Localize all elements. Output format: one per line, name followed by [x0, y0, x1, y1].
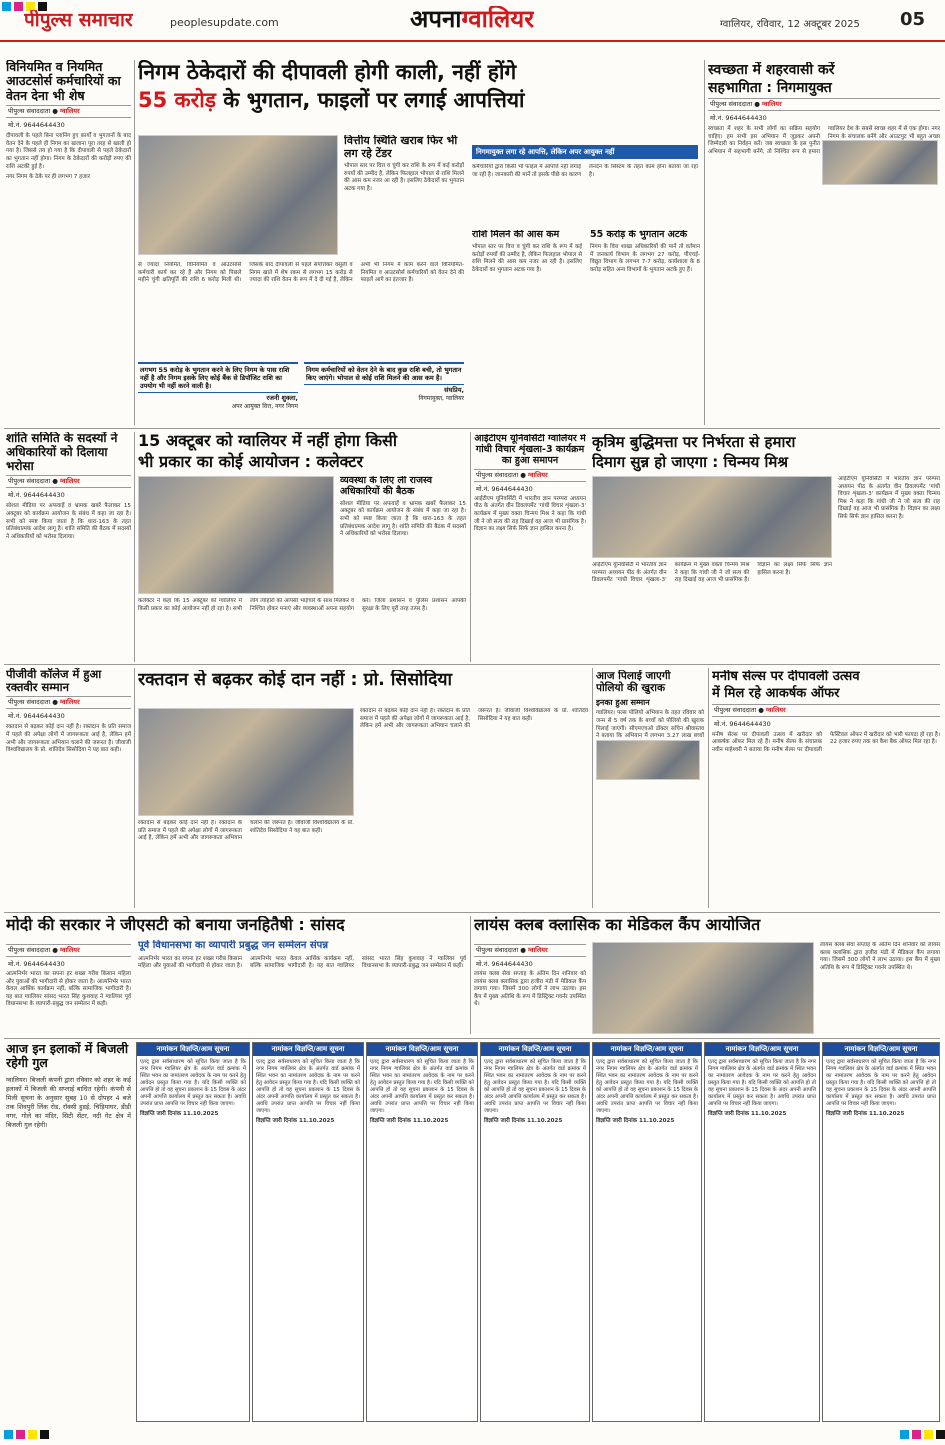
headline: आज इन इलाकों में बिजली रहेगी गुल: [6, 1042, 129, 1071]
mobile: मो.नं. 9644644430: [8, 491, 65, 500]
body: आईटीएम यूनिवर्सिटी में भारतीय ज्ञान परम्परा अध्ययन पीठ के अंतर्गत वीन डिवलपमेंट 'गांधी विचार शृंखला-3' कार्यक्रम में मुख्य वक्ता चिन्मय मिश्र ने कहा कि गांधी जी ने जो सत्य की राह दिखाई वह आज भी प्रासंगिक है। विज्ञान का लक्ष्य सिर्फ सिर्फ ज्ञान हासिल करना है।: [474, 495, 586, 533]
blood-donation-photo: [138, 708, 354, 816]
body: दीपावली के पहले बिना प्लानिंग हुए कार्यों व भुगतानों के बाद वेतन देने के पहले ही निगम का खजाना पूरा तरह से खाली हो गया है। जिससे तय हो गया है कि दीपावली से पहले ठेकेदारों का भुगतान नहीं होगा। निगम के ठेकेदारों की करोड़ों रुपए की राशि अटकी हुई है।: [6, 133, 131, 170]
headline: लायंस क्लब क्लासिक का मेडिकल कैंप आयोजित: [474, 916, 761, 934]
notice-6: [704, 1042, 820, 1422]
notice-head: नामांकन विज्ञप्ति/आम सूचना: [481, 1043, 589, 1056]
column-rule: [134, 432, 135, 662]
story-blood-headline: [138, 670, 588, 700]
headline: आईटीएम यूनिवर्सिटी ग्वालियर में गांधी विचार शृंखला-3 कार्यक्रम का हुआ समापन: [474, 434, 586, 466]
body: आत्मनिर्भर भारत का सपना हर शख्स गरीब किसान महिला और युवाओं की भागीदारी से होकर जाता है। आत्मनिर्भर भारत केवल आर्थिक कार्यक्रम नहीं, बल्कि सामाजिक भागीदारी है। यह बात ग्वालियर सांसद भारत सिंह कुशवाह ने ग्वालियर पूर्व विधानसभा के व्यापारी-प्रबुद्ध जन सम्मेलन में कही।: [6, 971, 131, 1008]
row-rule: [4, 428, 940, 429]
body: ग्वालियर। बिजली कंपनी द्वारा रविवार को शहर के कई इलाकों में बिजली की सप्लाई बाधित रहेगी। कंपनी से मिली सूचना के अनुसार सुबह 10 से दोपहर 4 बजे तक शिवपुरी लिंक रोड, रॉक्सी हुडई, चिड़ियाघर, डीडी नगर, गोले का मंदिर, सिटी सेंटर, नदी गेट क्षेत्र में बिजली गुल रहेगी।: [6, 1075, 131, 1129]
dateline: ग्वालियर, रविवार, 12 अक्टूबर 2025: [720, 19, 860, 30]
quote-by: संघप्रिय,: [444, 386, 464, 394]
headline-line1: कृत्रिम बुद्धिमत्ता पर निर्भरता से हमारा: [592, 434, 796, 451]
story-polio: [596, 670, 704, 908]
color-bar-bottom-left: [4, 1430, 49, 1439]
column-rule: [134, 668, 135, 908]
notice-date: विज्ञप्ति जारी दिनांक 11.10.2025: [596, 1118, 675, 1124]
headline: शांति समिति के सदस्यों ने अधिकारियों को दिलाया भरोसा: [6, 432, 118, 473]
box-rashi: [472, 230, 582, 420]
lead-subhead-text: भोपाल स्तर पर वित्त व चुंगी कर राशि के रूप में कई करोड़ों रुपयों की उम्मीद है, लेकिन फिलहाल भोपाल से राशि मिलने की आस कम नजर आ रही है। इसलिए ठेकेदारों का भुगतान अटक गया है।: [344, 163, 464, 193]
box-head: 55 करोड़ के भुगतान अटके: [590, 230, 687, 240]
subhead-text: सोशल मीडिया पर अफवाहें व भ्रामक खबरें फैलाकर 15 अक्टूबर को कार्यक्रम आयोजन के संबंध में कहा जा रहा है। सभी को स्पष्ट किया जाता है कि धारा-163 के तहत प्रतिबंधात्मक आदेश लागू है। शांति समिति की बैठक में सदस्यों ने अधिकारियों को भरोसा दिलाया।: [340, 500, 466, 538]
body: सोशल मीडिया पर अफवाहें व भ्रामक खबरें फैलाकर 15 अक्टूबर को कार्यक्रम आयोजन के संबंध में कहा जा रहा है। सभी को स्पष्ट किया जाता है कि धारा-163 के तहत प्रतिबंधात्मक आदेश लागू है। शांति समिति की बैठक में सदस्यों ने अधिकारियों को भरोसा दिलाया।: [6, 503, 131, 540]
subhead: व्यवस्था के लिए ली राजस्व अधिकारियों की बैठक: [340, 476, 433, 497]
notice-head: नामांकन विज्ञप्ति/आम सूचना: [823, 1043, 939, 1056]
box-head: राशि मिलने की आस कम: [472, 230, 560, 240]
lead-headline-line2: 55 करोड़ के भुगतान, फाइलों पर लगाई आपत्तियां: [138, 88, 525, 113]
lions-body-col: लायंस क्लब सेवा सप्ताह के अंतिम दिन शनिवार को लायंस क्लब क्लासिक द्वारा हजीरा मंडी में मेडिकल कैंप लगाया गया। जिसमें 300 लोगों ने लाभ उठाया। इस कैंप में मुख्य अतिथि के रूप में डिस्ट्रिक्ट गवर्नर उपस्थित थे।: [820, 942, 940, 971]
body: मनीष सेल्स पर दीपावली उत्सव में खरीदार को आकर्षक ऑफर मिल रहे हैं। मनीष सेल्स के संचालक नवीन माहेश्वरी ने बताया कि मनीष सेल्स पर दीपावली फेस्टिवल ऑफर में खरीदार को भारी फायदा हो रहा है। 22 हजार रुपए तक का कैश बैक ऑफर मिल रहा है।: [712, 731, 940, 754]
headline: मोदी की सरकार ने जीएसटी को बनाया जनहितैषी : सांसद: [6, 916, 345, 934]
meeting-photo: [822, 140, 938, 185]
body: रक्तदान से बढ़कर कोई दान नहीं है। रक्तदान के प्रति समाज में पहले की अपेक्षा लोगों में जागरूकता आई है, लेकिन हमें अभी और जागरूकता अभियान चलाने की जरूरत है। जीवाजी विश्वविद्यालय के प्रो. शांतिदेव सिसोदिया ने यह बात कही।: [6, 724, 131, 754]
column-rule: [470, 432, 471, 662]
column-rule: [470, 916, 471, 1034]
notice-head: नामांकन विज्ञप्ति/आम सूचना: [705, 1043, 819, 1056]
headline-line1: 15 अक्टूबर को ग्वालियर में नहीं होगा किसी: [138, 432, 398, 450]
story-manish: [712, 670, 940, 908]
site-url: peoplesupdate.com: [170, 16, 279, 29]
quote-role: निगमायुक्त, ग्वालियर: [418, 395, 464, 402]
lions-byline-col: [474, 942, 586, 1034]
headline-line1: मनीष सेल्स पर दीपावली उत्सव: [712, 670, 860, 684]
notice-body: एतद् द्वारा सर्वसाधारण को सूचित किया जाता है कि नगर निगम ग्वालियर क्षेत्र के अंतर्गत वार्ड क्रमांक में स्थित भवन का नामांतरण आवेदक के नाम पर करने हेतु आवेदन प्रस्तुत किया गया है। यदि किसी व्यक्ति को आपत्ति हो तो वह सूचना प्रकाशन के 15 दिवस के अंदर अपनी आपत्ति कार्यालय में प्रस्तुत कर सकता है। अवधि उपरांत प्राप्त आपत्ति पर विचार नहीं किया जाएगा।: [708, 1059, 816, 1107]
quote-commissioner: [304, 362, 464, 422]
body-cut: नगर निगम के ठेके पर ही लगभग 7 हजार: [6, 174, 90, 181]
headline-line1: आज पिलाई जाएगी: [596, 670, 671, 682]
blood-body: रक्तदान से बढ़कर कोई दान नहीं है। रक्तदान के प्रति समाज में पहले की अपेक्षा लोगों में जागरूकता आई है, लेकिन हमें अभी और जागरूकता अभियान चलाने की जरूरत है। जीवाजी विश्वविद्यालय के प्रो. शांतिदेव सिसोदिया ने यह बात कही।: [138, 820, 354, 842]
notice-head: नामांकन विज्ञप्ति/आम सूचना: [593, 1043, 701, 1056]
mobile: मो.नं. 9644644430: [8, 960, 65, 968]
nagar-nigam-building-photo: [138, 135, 338, 255]
lead-kicker: निगमायुक्त लगा रहे आपत्ति, लेकिन अपर आयुक्त नहीं: [472, 145, 698, 159]
headline-line2: सहभागिता : निगमायुक्त: [708, 80, 832, 97]
notice-date: विज्ञप्ति जारी दिनांक 11.10.2025: [256, 1118, 335, 1124]
polio-drops-photo: [596, 740, 700, 780]
notice-4: [480, 1042, 590, 1422]
notice-body: एतद् द्वारा सर्वसाधारण को सूचित किया जाता है कि नगर निगम ग्वालियर क्षेत्र के अंतर्गत वार्ड क्रमांक में स्थित भवन का नामांतरण आवेदक के नाम पर करने हेतु आवेदन प्रस्तुत किया गया है। यदि किसी व्यक्ति को आपत्ति हो तो वह सूचना प्रकाशन के 15 दिवस के अंदर अपनी आपत्ति कार्यालय में प्रस्तुत कर सकता है। अवधि उपरांत प्राप्त आपत्ति पर विचार नहीं किया जाएगा।: [826, 1059, 936, 1107]
notice-3: [366, 1042, 478, 1422]
headline-line2: में मिल रहे आकर्षक ऑफर: [712, 685, 840, 701]
byline: पीपुल्स संवाददाता ● ग्वालियर: [6, 944, 131, 957]
gst-byline-col: [6, 942, 131, 1034]
byline: पीपुल्स संवाददाता ● ग्वालियर: [474, 944, 586, 957]
notice-date: विज्ञप्ति जारी दिनांक 11.10.2025: [140, 1111, 219, 1117]
story-shanti: [6, 432, 131, 662]
row-rule: [4, 912, 940, 913]
itm-event-photo: [592, 476, 832, 558]
column-rule: [592, 668, 593, 908]
notice-body: एतद् द्वारा सर्वसाधारण को सूचित किया जाता है कि नगर निगम ग्वालियर क्षेत्र के अंतर्गत वार्ड क्रमांक में स्थित भवन का नामांतरण आवेदक के नाम पर करने हेतु आवेदन प्रस्तुत किया गया है। यदि किसी व्यक्ति को आपत्ति हो तो वह सूचना प्रकाशन के 15 दिवस के अंदर अपनी आपत्ति कार्यालय में प्रस्तुत कर सकता है। अवधि उपरांत प्राप्त आपत्ति पर विचार नहीं किया जाएगा।: [140, 1059, 246, 1107]
collector-meeting-photo: [138, 476, 334, 594]
subhead: इनका हुआ सम्मान: [596, 698, 650, 708]
masthead: [0, 0, 945, 42]
headline-line1: स्वच्छता में शहरवासी करें: [708, 62, 835, 78]
byline: पीपुल्स संवाददाता ● ग्वालियर: [6, 475, 131, 488]
row-rule: [4, 1038, 940, 1039]
brand-logo: पीपुल्स समाचार: [24, 10, 133, 31]
box-text: भोपाल स्तर पर वित्त व चुंगी कर राशि के रूप में कई करोड़ों रुपयों की उम्मीद है, लेकिन फिलहाल भोपाल से राशि मिलने की आस कम नजर आ रही है। इसलिए ठेकेदारों का भुगतान अटक गया है।: [472, 243, 582, 273]
headline-line2: दिमाग सुन्न हो जाएगा : चिन्मय मिश्र: [592, 453, 788, 472]
mobile: मो.नं. 9644644430: [476, 960, 533, 968]
notice-5: [592, 1042, 702, 1422]
notice-body: एतद् द्वारा सर्वसाधारण को सूचित किया जाता है कि नगर निगम ग्वालियर क्षेत्र के अंतर्गत वार्ड क्रमांक में स्थित भवन का नामांतरण आवेदक के नाम पर करने हेतु आवेदन प्रस्तुत किया गया है। यदि किसी व्यक्ति को आपत्ति हो तो वह सूचना प्रकाशन के 15 दिवस के अंदर अपनी आपत्ति कार्यालय में प्रस्तुत कर सकता है। अवधि उपरांत प्राप्त आपत्ति पर विचार नहीं किया जाएगा।: [596, 1059, 698, 1114]
notice-head: नामांकन विज्ञप्ति/आम सूचना: [367, 1043, 477, 1056]
quote-text: निगम कर्मचारियों को वेतन देने के बाद कुछ राशि बची, तो भुगतान किए जाएंगे। भोपाल से कोई राशि मिलने की आस कम है।: [304, 362, 464, 385]
body: लायंस क्लब सेवा सप्ताह के अंतिम दिन शनिवार को लायंस क्लब क्लासिक द्वारा हजीरा मंडी में मेडिकल कैंप लगाया गया। जिसमें 300 लोगों ने लाभ उठाया। इस कैंप में मुख्य अतिथि के रूप में डिस्ट्रिक्ट गवर्नर उपस्थित थे।: [474, 971, 586, 1008]
mobile: मो.नं. 9644644430: [8, 712, 65, 721]
collector-body: कलेक्टर ने कहा कि 15 अक्टूबर को ग्वालियर में किसी प्रकार का कोई आयोजन नहीं हो रहा है। सभी लोग त्योहारों को आपसी भाईचारे के साथ मिलकर व निश्चित होकर मनाएं और व्यवस्थाओं अपना सहयोग करें। जिला प्रशासन व पुलिस प्रशासन आपकी सुरक्षा के लिए पूरी तरह तत्पर है।: [138, 598, 466, 612]
body: स्वच्छता में शहर के सभी लोगों का सक्रिय सहयोग चाहिए। हम सभी इस अभियान में जुड़कर अपनी जिम्मेदारी का निर्वहन करें। जब स्वच्छता के इस पुनीत अभियान में सहभागी बनेंगे, तो निश्चित रूप से हमारा ग्वालियर देश के सबसे स्वच्छ शहर में से एक होगा। नगर निगम के संचालक बनेंगे और आउटपुट भी बहुत अच्छा: [708, 126, 940, 155]
column-rule: [134, 60, 135, 425]
box-text: निगम के वित्त शाखा अधिकारियों की मानें तो वर्तमान में जनकार्य विभाग के लगभग 27 करोड़, पीएचई-विद्युत विभाग के लगभग 7-7 करोड़, कार्यशाला के 8 करोड़ सहित अन्य विभागों के भुगतान अटके हुए हैं।: [590, 243, 700, 273]
section-title: अपनाग्वालियर: [410, 6, 535, 33]
story-swachhta: [708, 62, 940, 422]
column-rule: [704, 60, 705, 425]
page-number: 05: [900, 10, 926, 30]
body: आत्मनिर्भर भारत का सपना हर शख्स गरीब किसान महिला और युवाओं की भागीदारी से होकर जाता है। आत्मनिर्भर भारत केवल आर्थिक कार्यक्रम नहीं, बल्कि सामाजिक भागीदारी है। यह बात ग्वालियर सांसद भारत सिंह कुशवाह ने ग्वालियर पूर्व विधानसभा के व्यापारी-प्रबुद्ध जन सम्मेलन में कही।: [138, 955, 466, 970]
ai-body: आईटीएम यूनिवर्सिटी में भारतीय ज्ञान परम्परा अध्ययन पीठ के अंतर्गत वीन डिवलपमेंट 'गांधी विचार शृंखला-3' कार्यक्रम में मुख्य वक्ता चिन्मय मिश्र ने कहा कि गांधी जी ने जो सत्य की राह दिखाई वह आज भी प्रासंगिक है। विज्ञान का लक्ष्य सिर्फ सिर्फ ज्ञान हासिल करना है।: [592, 562, 832, 584]
mobile: मो.नं. 9644644430: [8, 121, 65, 130]
mobile: मो.नं. 9644644430: [476, 484, 533, 493]
ai-body-col: आईटीएम यूनिवर्सिटी में भारतीय ज्ञान परम्परा अध्ययन पीठ के अंतर्गत वीन डिवलपमेंट 'गांधी विचार शृंखला-3' कार्यक्रम में मुख्य वक्ता चिन्मय मिश्र ने कहा कि गांधी जी ने जो सत्य की राह दिखाई वह आज भी प्रासंगिक है। विज्ञान का लक्ष्य सिर्फ सिर्फ ज्ञान हासिल करना है।: [838, 476, 940, 520]
headline-line2: पोलियो की खुराक: [596, 682, 666, 695]
notice-2: [252, 1042, 364, 1422]
color-bar-bottom-right: [900, 1430, 945, 1439]
mobile: मो.नं. 9644644430: [710, 114, 767, 123]
mobile: मो.नं. 9644644430: [714, 719, 771, 728]
quote-by: रजनी शुक्ला,: [266, 394, 298, 402]
notice-body: एतद् द्वारा सर्वसाधारण को सूचित किया जाता है कि नगर निगम ग्वालियर क्षेत्र के अंतर्गत वार्ड क्रमांक में स्थित भवन का नामांतरण आवेदक के नाम पर करने हेतु आवेदन प्रस्तुत किया गया है। यदि किसी व्यक्ति को आपत्ति हो तो वह सूचना प्रकाशन के 15 दिवस के अंदर अपनी आपत्ति कार्यालय में प्रस्तुत कर सकता है। अवधि उपरांत प्राप्त आपत्ति पर विचार नहीं किया जाएगा।: [370, 1059, 474, 1114]
headline: रक्तदान से बढ़कर कोई दान नहीं : प्रो. सिसोदिया: [138, 670, 453, 690]
headline: विनियमित व नियमित आउटसोर्स कर्मचारियों का वेतन देना भी शेष: [6, 60, 121, 103]
quote-additional-commissioner: [138, 362, 298, 422]
notice-body: एतद् द्वारा सर्वसाधारण को सूचित किया जाता है कि नगर निगम ग्वालियर क्षेत्र के अंतर्गत वार्ड क्रमांक में स्थित भवन का नामांतरण आवेदक के नाम पर करने हेतु आवेदन प्रस्तुत किया गया है। यदि किसी व्यक्ति को आपत्ति हो तो वह सूचना प्रकाशन के 15 दिवस के अंदर अपनी आपत्ति कार्यालय में प्रस्तुत कर सकता है। अवधि उपरांत प्राप्त आपत्ति पर विचार नहीं किया जाएगा।: [484, 1059, 586, 1114]
lead-subhead-block: [344, 135, 464, 230]
quote-text: लगभग 55 करोड़ के भुगतान करने के लिए निगम के पास राशि नहीं है और निगम इसके लिए कोई बैंक से डिपॉजिट राशि का उपयोग भी नहीं करने वाली है।: [138, 362, 298, 393]
lead-body: से ज्यादा नियमित, विनियमित व आउटसोर्स कर्मचारी कार्य कर रहे हैं और निगम को पिछले महीने चुंगी क्षतिपूर्ति की राशि 6 करोड़ मिली थी। जिसके बाद दीपावली से पहले संपत्तिकर वसूली व निगम खाते में शेष रकम से लगभग 15 करोड़ से ज्यादा की राशि वेतन के रूप में दे दी गई है, लेकिन अभी भी निगम में काम करने वाले विनियमित-नियमित व आउटसोर्स कर्मचारियों को वेतन देने की फाइलें आगे का इंतजार है।: [138, 262, 464, 284]
notice-date: विज्ञप्ति जारी दिनांक 11.10.2025: [826, 1111, 905, 1117]
lead-subhead: वित्तीय स्थिति खराब फिर भी लग रहे टेंडर: [344, 135, 458, 160]
quote-role: अपर आयुक्त वित्त, नगर निगम: [231, 403, 298, 410]
row-rule: [4, 664, 940, 665]
notice-date: विज्ञप्ति जारी दिनांक 11.10.2025: [484, 1118, 563, 1124]
story-ai-headline: [592, 434, 940, 474]
body: ग्वालियर। पल्स पोलियो अभियान के तहत रविवार को जन्म से 5 वर्ष तक के बच्चों को पोलियो की खुराक पिलाई जाएगी। सीएमएचओ डॉक्टर सचिन श्रीवास्तव ने बताया कि अभियान में लगभग 3.27 लाख बच्चों: [596, 710, 704, 740]
headline-line2: भी प्रकार का कोई आयोजन : कलेक्टर: [138, 452, 364, 472]
story-itm: [474, 434, 586, 660]
blood-body-right: रक्तदान से बढ़कर कोई दान नहीं है। रक्तदान के प्रति समाज में पहले की अपेक्षा लोगों में जागरूकता आई है, लेकिन हमें अभी और जागरूकता अभियान चलाने की जरूरत है। जीवाजी विश्वविद्यालय के प्रो. शांतिदेव सिसोदिया ने यह बात कही।: [360, 708, 588, 730]
notice-1: [136, 1042, 250, 1422]
story-power: [6, 1042, 131, 1422]
notice-date: विज्ञप्ति जारी दिनांक 11.10.2025: [708, 1111, 787, 1117]
subhead: पूर्व विधानसभा का व्यापारी प्रबुद्ध जन सम्मेलन संपन्न: [138, 940, 329, 951]
byline: पीपुल्स संवाददाता ● ग्वालियर: [6, 105, 131, 118]
notice-7: [822, 1042, 940, 1422]
byline: पीपुल्स संवाददाता ● ग्वालियर: [712, 704, 940, 717]
byline: पीपुल्स संवाददाता ● ग्वालियर: [6, 696, 131, 709]
box-55-crore: [590, 230, 700, 420]
byline: पीपुल्स संवाददाता ● ग्वालियर: [474, 469, 586, 482]
notice-date: विज्ञप्ति जारी दिनांक 11.10.2025: [370, 1118, 449, 1124]
lead-headline-line1: निगम ठेकेदारों की दीपावली होगी काली, नहीं होंगे: [138, 60, 517, 84]
notice-body: एतद् द्वारा सर्वसाधारण को सूचित किया जाता है कि नगर निगम ग्वालियर क्षेत्र के अंतर्गत वार्ड क्रमांक में स्थित भवन का नामांतरण आवेदक के नाम पर करने हेतु आवेदन प्रस्तुत किया गया है। यदि किसी व्यक्ति को आपत्ति हो तो वह सूचना प्रकाशन के 15 दिवस के अंदर अपनी आपत्ति कार्यालय में प्रस्तुत कर सकता है। अवधि उपरांत प्राप्त आपत्ति पर विचार नहीं किया जाएगा।: [256, 1059, 360, 1114]
lead-col-text: कर्मचारियों द्वारा किसी भी फाइल में आपत्ति नहीं लगाई जा रही है। जानकारी की मानें तो इसके पीछे का कारण लेनदेन के सिस्टम के तहत काम होना बताया जा रहा है।: [472, 164, 698, 178]
byline: पीपुल्स संवाददाता ● ग्वालियर: [708, 98, 940, 111]
gst-main: [138, 940, 466, 1034]
collector-subhead-block: [340, 476, 466, 594]
column-rule: [708, 668, 709, 908]
story-pgv: [6, 668, 131, 908]
notice-head: नामांकन विज्ञप्ति/आम सूचना: [253, 1043, 363, 1056]
story-outsourced: [6, 60, 131, 425]
headline: पीजीवी कॉलेज में हुआ रक्तवीर सम्मान: [6, 668, 102, 695]
medical-camp-photo: [592, 942, 814, 1034]
notice-head: नामांकन विज्ञप्ति/आम सूचना: [137, 1043, 249, 1056]
